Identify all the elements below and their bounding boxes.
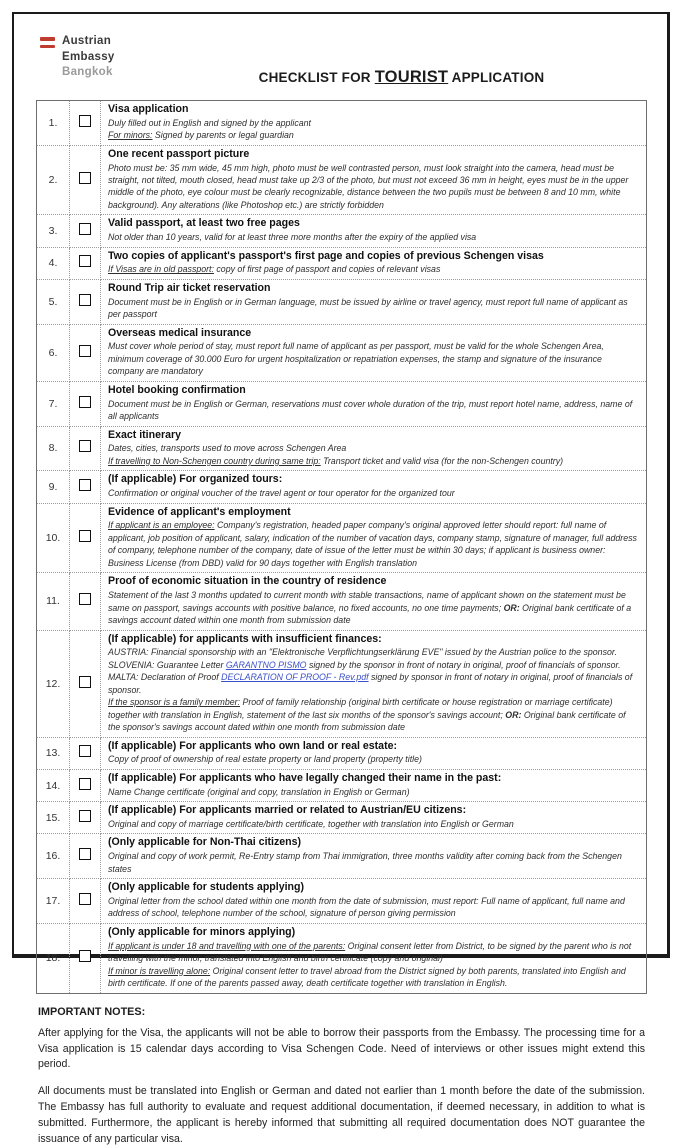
row-number: 10. xyxy=(37,503,70,573)
document-page xyxy=(12,12,670,1145)
item-title: (Only applicable for minors applying) xyxy=(108,925,296,938)
checkbox-cell xyxy=(70,215,101,247)
checklist-row xyxy=(37,471,647,503)
detail-text: Not older than 10 years, valid for at least three more months after the expiry of the applied visa xyxy=(108,232,477,243)
item-content xyxy=(101,503,647,573)
item-title: (Only applicable for students applying) xyxy=(108,881,305,894)
row-number: 8. xyxy=(37,426,70,471)
checkbox[interactable] xyxy=(79,479,91,491)
checkbox-cell xyxy=(70,426,101,471)
page-title xyxy=(156,68,647,87)
checklist-row xyxy=(37,324,647,381)
item-title: (If applicable) For applicants who have legally changed their name in the past: xyxy=(108,771,502,784)
title-highlight: TOURIST xyxy=(374,68,449,86)
condition-text: For minors: xyxy=(108,130,153,141)
checkbox[interactable] xyxy=(79,676,91,688)
checkbox[interactable] xyxy=(79,778,91,790)
checklist-row xyxy=(37,573,647,630)
detail-text: Copy of proof of ownership of real estate property or land property (property title) xyxy=(108,754,422,765)
document-link[interactable]: DECLARATION OF PROOF - Rev.pdf xyxy=(221,672,369,683)
emphasis-text: OR: xyxy=(505,709,522,720)
detail-text: Original consent letter to travel abroad from the District signed by both parents, translated into English and birth certificate. If one of the parents passed away, death certificate together with translation in English. xyxy=(108,965,626,989)
item-title: Proof of economic situation in the country of residence xyxy=(108,575,387,588)
checklist-row xyxy=(37,503,647,573)
title-prefix: CHECKLIST FOR xyxy=(258,70,375,85)
item-detail xyxy=(108,646,640,658)
detail-text: AUSTRIA: Financial sponsorship with an "Elektronische Verpflichtungserklärung EVE" issued by the Austrian police to the sponsor. xyxy=(108,647,617,658)
checkbox-cell xyxy=(70,834,101,879)
item-detail xyxy=(108,786,640,798)
item-detail xyxy=(108,340,640,377)
item-title: Visa application xyxy=(108,103,189,115)
item-detail xyxy=(108,696,640,733)
row-number: 14. xyxy=(37,769,70,801)
item-detail xyxy=(108,753,640,765)
logo-line-austrian: Austrian xyxy=(62,35,112,47)
item-content xyxy=(101,471,647,503)
checkbox-cell xyxy=(70,737,101,769)
checklist-row xyxy=(37,630,647,737)
checkbox-cell xyxy=(70,573,101,630)
checkbox-cell xyxy=(70,923,101,993)
item-detail xyxy=(108,487,640,499)
item-detail xyxy=(108,940,640,965)
item-title: Valid passport, at least two free pages xyxy=(108,217,300,230)
checkbox[interactable] xyxy=(79,848,91,860)
austrian-flag-icon xyxy=(40,37,55,48)
checkbox[interactable] xyxy=(79,115,91,127)
item-title: (If applicable) For organized tours: xyxy=(108,473,283,486)
row-number: 15. xyxy=(37,802,70,834)
detail-text: Proof of family relationship (original birth certificate or house registration or marriage certificate) together with translation in English, statement of the last six months of the sponsor's savings account; xyxy=(108,697,613,720)
item-detail xyxy=(108,895,640,920)
emphasis-text: OR: xyxy=(503,602,520,613)
condition-text: If Visas are in old passport: xyxy=(108,264,214,275)
checkbox[interactable] xyxy=(79,745,91,757)
checkbox-cell xyxy=(70,101,101,146)
item-detail xyxy=(108,965,640,990)
item-detail xyxy=(108,818,640,830)
detail-text: Name Change certificate (original and copy, translation in English or German) xyxy=(108,786,410,797)
detail-text: Original and copy of work permit, Re-Entry stamp from Thai immigration, three months validity after coming back from the Schengen states xyxy=(108,851,622,874)
item-title: (Only applicable for Non-Thai citizens) xyxy=(108,836,302,849)
detail-text: Confirmation or original voucher of the travel agent or tour operator for the organized tour xyxy=(108,488,455,499)
item-content xyxy=(101,145,647,215)
checkbox[interactable] xyxy=(79,223,91,235)
item-detail xyxy=(108,671,640,696)
checkbox-cell xyxy=(70,802,101,834)
item-content xyxy=(101,381,647,426)
item-content xyxy=(101,279,647,324)
embassy-logo-text xyxy=(62,34,115,81)
checklist-row xyxy=(37,101,647,146)
item-title: Round Trip air ticket reservation xyxy=(108,281,271,294)
notes-paragraph-2: All documents must be translated into English or German and dated not earlier than 1 month before the date of the submission. The Embassy has full authority to evaluate and request additional documentation, if deemed necessary, in addition to what is submitted. Furthermore, the applicant is hereby informed that submitting all required documentation does NOT guarantee the issuance of any particular visa. xyxy=(38,1085,645,1145)
item-detail xyxy=(108,850,640,875)
notes-heading: IMPORTANT NOTES: xyxy=(38,1005,146,1018)
item-title: Two copies of applicant's passport's first page and copies of previous Schengen visas xyxy=(108,249,544,262)
checkbox-cell xyxy=(70,381,101,426)
checklist-row xyxy=(37,802,647,834)
item-content xyxy=(101,879,647,924)
detail-text: Original bank certificate of a savings account dated within one month from submission date xyxy=(108,602,632,626)
condition-text: If minor is travelling alone: xyxy=(108,965,211,976)
row-number: 3. xyxy=(37,215,70,247)
checklist-row xyxy=(37,145,647,215)
checklist-row xyxy=(37,879,647,924)
item-detail xyxy=(108,455,640,467)
item-detail xyxy=(108,659,640,671)
row-number: 4. xyxy=(37,247,70,279)
item-title: One recent passport picture xyxy=(108,147,250,160)
checklist-body xyxy=(37,101,647,994)
row-number: 18. xyxy=(37,923,70,993)
checkbox[interactable] xyxy=(79,950,91,962)
item-detail xyxy=(108,231,640,243)
condition-text: If the sponsor is a family member: xyxy=(108,697,241,708)
row-number: 2. xyxy=(37,145,70,215)
checkbox[interactable] xyxy=(79,396,91,408)
item-title: (If applicable) for applicants with insufficient finances: xyxy=(108,632,382,645)
checkbox-cell xyxy=(70,471,101,503)
item-content xyxy=(101,215,647,247)
logo-line-embassy: Embassy xyxy=(62,50,115,63)
checkbox-cell xyxy=(70,247,101,279)
detail-text: Original consent letter from District, to be signed by the parent who is not travelling with the minor, translated into English and birth certificate (copy and original) xyxy=(108,940,632,964)
row-number: 12. xyxy=(37,630,70,737)
item-title: Overseas medical insurance xyxy=(108,326,252,339)
detail-text: Transport ticket and valid visa (for the non-Schengen country) xyxy=(320,455,564,466)
condition-text: If travelling to Non-Schengen country during same trip: xyxy=(108,455,321,466)
item-content xyxy=(101,324,647,381)
item-detail xyxy=(108,296,640,321)
item-title: (If applicable) For applicants who own land or real estate: xyxy=(108,739,398,752)
item-content xyxy=(101,573,647,630)
checklist-table xyxy=(36,100,647,994)
checkbox-cell xyxy=(70,145,101,215)
item-content xyxy=(101,426,647,471)
detail-text: MALTA: Declaration of Proof xyxy=(108,672,222,683)
logo-line-bangkok: Bangkok xyxy=(62,66,113,79)
important-notes xyxy=(36,1006,647,1148)
checklist-row xyxy=(37,923,647,993)
detail-text: Signed by parents or legal guardian xyxy=(152,130,294,141)
item-detail xyxy=(108,129,640,141)
checkbox-cell xyxy=(70,769,101,801)
detail-text: Document must be in English or in German language, must be issued by airline or travel agency, must report full name of applicant as per passport xyxy=(108,296,628,320)
checkbox-cell xyxy=(70,630,101,737)
item-title: Evidence of applicant's employment xyxy=(108,505,291,518)
detail-text: signed by sponsor in front of notary in original, proof of financials of sponsor. xyxy=(108,672,633,695)
detail-text: Document must be in English or German, reservations must cover whole duration of the trip, must report hotel name, address, name of all applicants xyxy=(108,398,633,422)
checkbox[interactable] xyxy=(79,593,91,605)
item-detail xyxy=(108,263,640,275)
checklist-row xyxy=(37,215,647,247)
detail-text: Original letter from the school dated within one month from the date of submission, must report: Full name of applicant, full name and address of school, telephone number of the school, signature of person giving permission xyxy=(108,895,625,919)
checkbox[interactable] xyxy=(79,255,91,267)
item-content xyxy=(101,630,647,737)
checkbox[interactable] xyxy=(79,440,91,452)
item-content xyxy=(101,834,647,879)
detail-text: Original and copy of marriage certificate/birth certificate, together with translation into English or German xyxy=(108,818,514,829)
row-number: 1. xyxy=(37,101,70,146)
checkbox-cell xyxy=(70,324,101,381)
detail-text: SLOVENIA: Guarantee Letter xyxy=(108,659,226,670)
title-suffix: APPLICATION xyxy=(448,70,545,85)
condition-text: If applicant is under 18 and travelling with one of the parents: xyxy=(108,940,346,951)
checklist-row xyxy=(37,381,647,426)
item-detail xyxy=(108,519,640,569)
detail-text: Must cover whole period of stay, must report full name of applicant as per passport, must be valid for the whole Schengen Area, minimum coverage of 30.000 Euro for urgent hospitalization or repatriation expenses, the stamp and signature of the insurance company are mandatory xyxy=(108,341,604,377)
checkbox[interactable] xyxy=(79,810,91,822)
checklist-row xyxy=(37,769,647,801)
checklist-row xyxy=(37,737,647,769)
embassy-logo xyxy=(40,34,115,81)
checkbox[interactable] xyxy=(79,893,91,905)
checklist-row xyxy=(37,834,647,879)
row-number: 16. xyxy=(37,834,70,879)
row-number: 7. xyxy=(37,381,70,426)
detail-text: signed by the sponsor in front of notary in original, proof of financials of sponsor. xyxy=(306,659,621,670)
detail-text: Original bank certificate of the sponsor's savings account dated within one month from submission date xyxy=(108,709,626,733)
item-content xyxy=(101,247,647,279)
item-detail xyxy=(108,442,640,454)
row-number: 6. xyxy=(37,324,70,381)
item-content xyxy=(101,737,647,769)
checkbox[interactable] xyxy=(79,294,91,306)
header xyxy=(36,30,647,92)
item-content xyxy=(101,101,647,146)
detail-text: Statement of the last 3 months updated to current month with stable transactions, name of applicant shown on the statement must be same on passport, savings accounts with positive balance, no fixed accounts, no one time payments; xyxy=(108,590,626,613)
item-content xyxy=(101,769,647,801)
checkbox-cell xyxy=(70,503,101,573)
notes-paragraph-1: After applying for the Visa, the applicants will not be able to borrow their passports from the Embassy. The processing time for a Visa application is 15 calendar days according to Visa Schengen Code. Need of interviews or other issues might extend this period. xyxy=(38,1026,645,1071)
row-number: 13. xyxy=(37,737,70,769)
checkbox[interactable] xyxy=(79,345,91,357)
condition-text: If applicant is an employee: xyxy=(108,520,215,531)
document-link[interactable]: GARANTNO PISMO xyxy=(225,659,307,670)
item-content xyxy=(101,923,647,993)
checkbox-cell xyxy=(70,279,101,324)
checklist-row xyxy=(37,279,647,324)
row-number: 5. xyxy=(37,279,70,324)
detail-text: Duly filled out in English and signed by the applicant xyxy=(108,117,311,128)
checkbox[interactable] xyxy=(79,172,91,184)
row-number: 9. xyxy=(37,471,70,503)
detail-text: Photo must be: 35 mm wide, 45 mm high, photo must be well contrasted person, must look straight into the camera, head must be straight, not tilted, mouth closed, head must take up 2/3 of the photo, but must not exceed 36 mm in height, eyes must be in the upper middle of the photo, eye colour must be clearly recognizable, distance between the two pupils must be between 8 and 10 mm, white background). Any alterations (like Photoshop etc.) are strictly forbidden xyxy=(108,162,629,210)
item-detail xyxy=(108,398,640,423)
item-detail xyxy=(108,589,640,626)
checklist-row xyxy=(37,247,647,279)
detail-text: copy of first page of passport and copies of relevant visas xyxy=(213,264,441,275)
item-title: Hotel booking confirmation xyxy=(108,383,246,396)
checkbox[interactable] xyxy=(79,530,91,542)
detail-text: Company's registration, headed paper company's original approved letter should report: full name of applicant, job position of applicant, salary, indication of the number of vacation days, company stamp, signature of manager, full address of company, telephone number of the company, date of issue of the letter must be within 30 days; if applicant is business owner: Business License (from DBD) valid for 90 days together with English translation xyxy=(108,520,637,568)
item-detail xyxy=(108,117,640,129)
item-title: (If applicable) For applicants married or related to Austrian/EU citizens: xyxy=(108,804,467,817)
checklist-row xyxy=(37,426,647,471)
detail-text: Dates, cities, transports used to move across Schengen Area xyxy=(108,443,347,454)
row-number: 17. xyxy=(37,879,70,924)
item-title: Exact itinerary xyxy=(108,428,182,441)
item-detail xyxy=(108,162,640,212)
item-content xyxy=(101,802,647,834)
checkbox-cell xyxy=(70,879,101,924)
row-number: 11. xyxy=(37,573,70,630)
